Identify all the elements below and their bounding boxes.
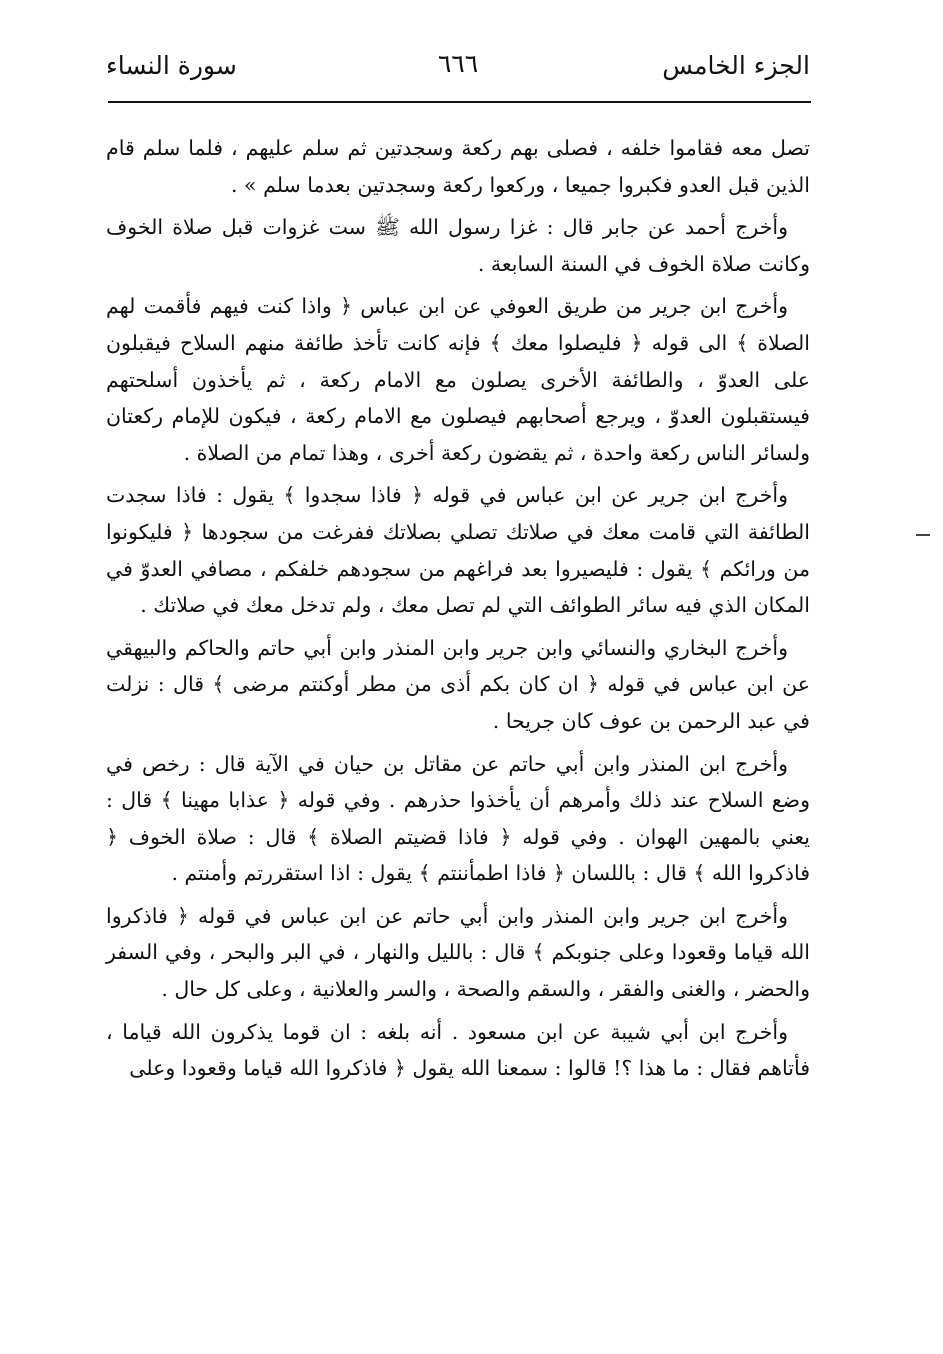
- paragraph-7: وأخرج ابن جرير وابن المنذر وابن أبي حاتم عن ابن عباس في قوله ﴿ فاذكروا الله قياما وقعودا وعلى جنوبكم ﴾ قال : بالليل والنهار ، في البر والبحر ، وفي السفر والحضر ، والغنى والفقر ، والسقم والصحة ، والسر والعلانية ، وعلى كل حال .: [106, 903, 810, 1002]
- margin-mark: [916, 534, 930, 536]
- header-divider: [108, 101, 811, 103]
- paragraph-5: وأخرج البخاري والنسائي وابن جرير وابن المنذر وابن أبي حاتم والحاكم والبيهقي عن ابن عباس في قوله ﴿ ان كان بكم أذى من مطر أوكنتم مرضى ﴾ قال : نزلت في عبد الرحمن بن عوف كان جريحا .: [106, 635, 810, 733]
- paragraph-3: وأخرج ابن جرير من طريق العوفي عن ابن عباس ﴿ واذا كنت فيهم فأقمت لهم الصلاة ﴾ الى قوله ﴿ فليصلوا معك ﴾ فإنه كانت تأخذ طائفة منهم السلاح فيقبلون على العدوّ ، والطائفة الأخرى يصلون مع الامام ركعة ، ثم يأخذون أسلحتهم فيستقبلون العدوّ ، ويرجع أصحابهم فيصلون مع الامام ركعة ، فيكون للإمام ركعتان ولسائر الناس ركعة واحدة ، ثم يقضون ركعة أخرى ، وهذا تمام من الصلاة .: [106, 294, 810, 465]
- body-text: [106, 130, 810, 1093]
- paragraph-1: تصل معه فقاموا خلفه ، فصلى بهم ركعة وسجدتين ثم سلم عليهم ، فلما سلم قام الذين قبل العدو فكبروا جميعا ، وركعوا ركعة وسجدتين بعدما سلم » .: [106, 136, 810, 197]
- paragraph-8: وأخرج ابن أبي شيبة عن ابن مسعود . أنه بلغه : ان قوما يذكرون الله قياما ، فأتاهم فقال : ما هذا ؟! قالوا : سمعنا الله يقول ﴿ فاذكروا الله قياما وقعودا وعلى: [106, 1019, 810, 1081]
- paragraph-4: وأخرج ابن جرير عن ابن عباس في قوله ﴿ فاذا سجدوا ﴾ يقول : فاذا سجدت الطائفة التي قامت معك في صلاتك تصلي بصلاتك ففرغت من سجودها ﴿ فليكونوا من ورائكم ﴾ يقول : فليصيروا بعد فراغهم من سجودهم خلفكم ، مصافي العدوّ في المكان الذي فيه سائر الطوائف التي لم تصل معك ، ولم تدخل معك في صلاتك .: [106, 483, 810, 618]
- part-title: الجزء الخامس: [662, 51, 810, 80]
- page-number: ٦٦٦: [437, 49, 479, 78]
- paragraph-2: وأخرج أحمد عن جابر قال : غزا رسول الله ﷺ ست غزوات قبل صلاة الخوف وكانت صلاة الخوف في السنة السابعة .: [106, 215, 810, 276]
- running-header: [106, 44, 810, 100]
- paragraph-6: وأخرج ابن المنذر وابن أبي حاتم عن مقاتل بن حيان في الآية قال : رخص في وضع السلاح عند ذلك وأمرهم أن يأخذوا حذرهم . وفي قوله ﴿ عذابا مهينا ﴾ قال : يعني بالمهين الهوان . وفي قوله ﴿ فاذا قضيتم الصلاة ﴾ قال : صلاة الخوف ﴿ فاذكروا الله ﴾ قال : باللسان ﴿ فاذا اطمأننتم ﴾ يقول : اذا استقررتم وأمنتم .: [106, 751, 810, 886]
- surah-title: سورة النساء: [106, 51, 237, 80]
